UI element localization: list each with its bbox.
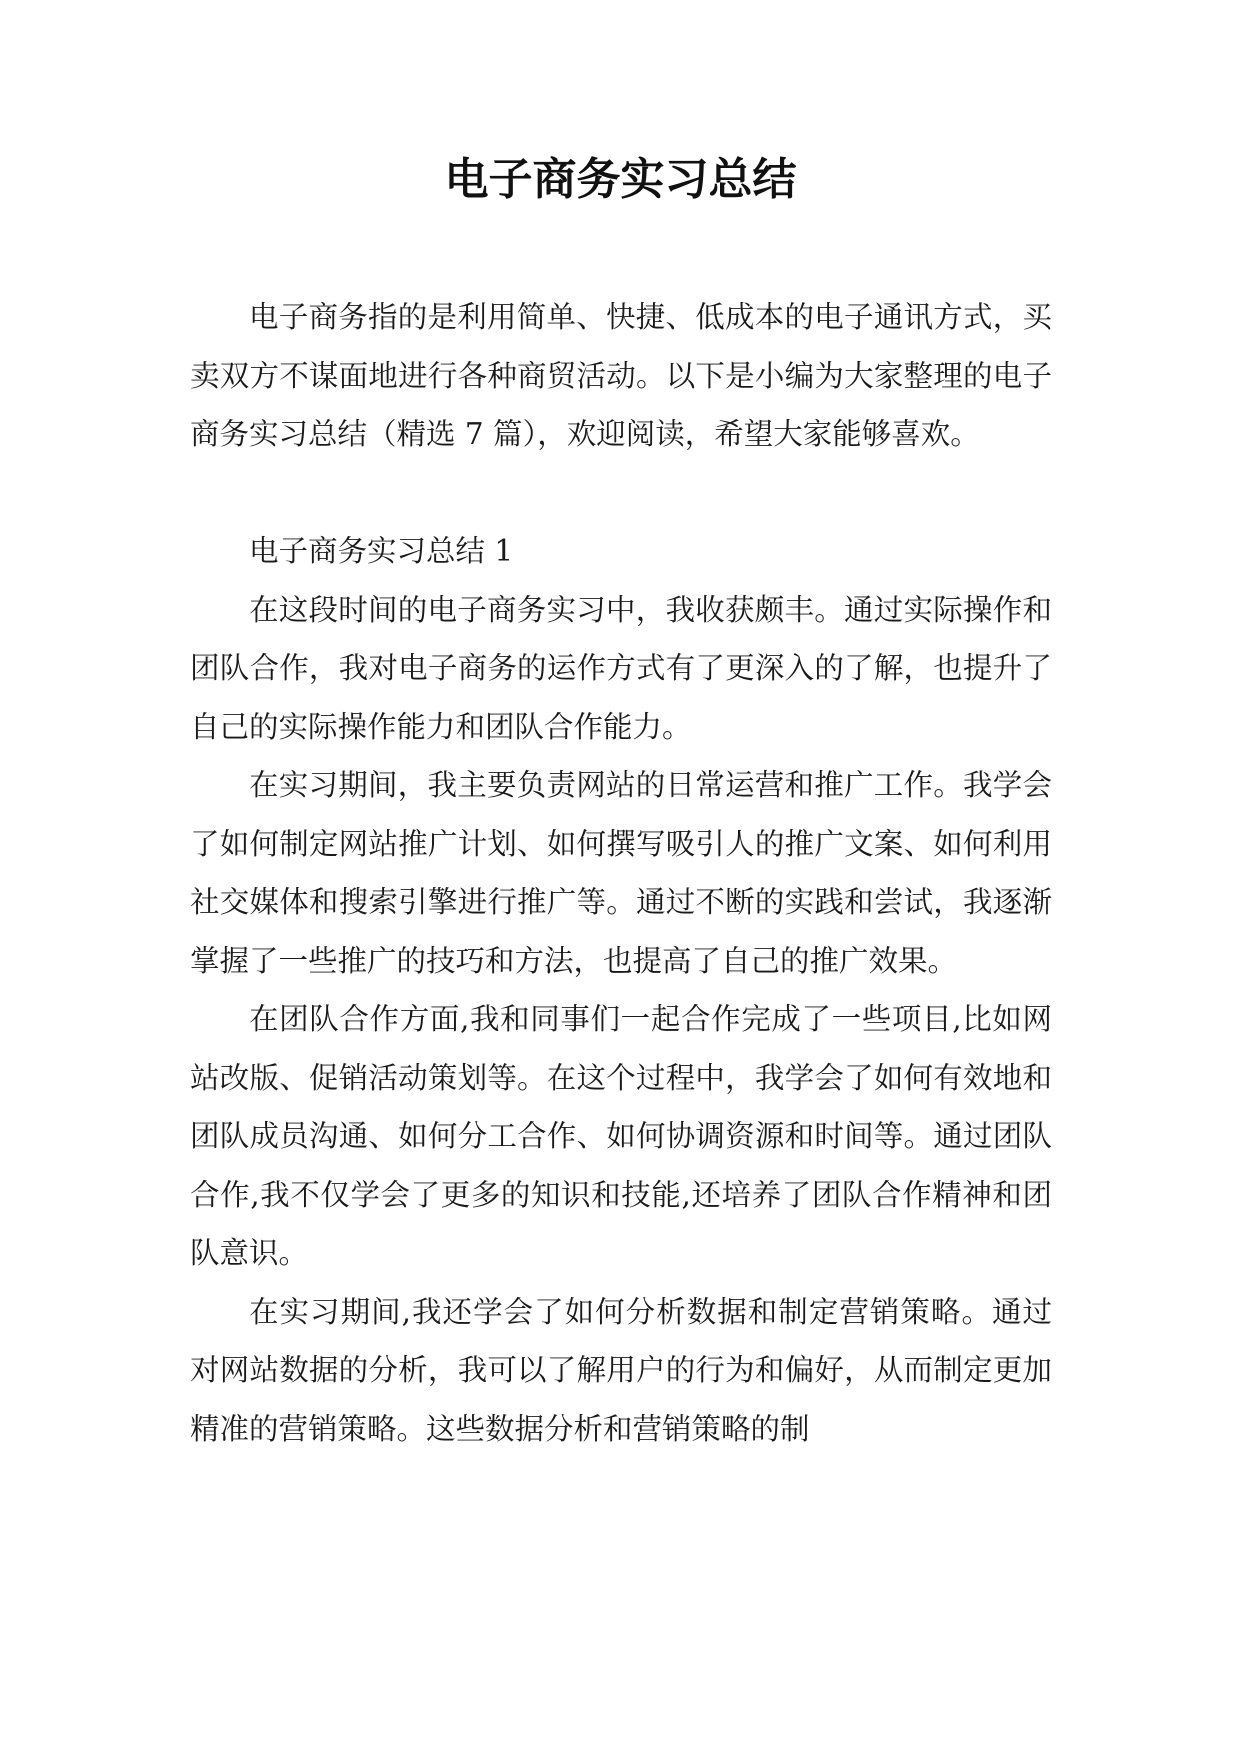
document-title: 电子商务实习总结 (444, 154, 797, 205)
document-body (190, 288, 1052, 1458)
intro-paragraph: 电子商务指的是利用简单、快捷、低成本的电子通讯方式，买卖双方不谋面地进行各种商贸活动。以下是小编为大家整理的电子商务实习总结（精选 7 篇），欢迎阅读，希望大家能够喜欢。 (190, 300, 1052, 451)
body-paragraph: 在实习期间,我还学会了如何分析数据和制定营销策略。通过对网站数据的分析，我可以了解用户的行为和偏好，从而制定更加精准的营销策略。这些数据分析和营销策略的制 (190, 1294, 1052, 1446)
body-paragraph: 在实习期间，我主要负责网站的日常运营和推广工作。我学会了如何制定网站推广计划、如何撰写吸引人的推广文案、如何利用社交媒体和搜索引擎进行推广等。通过不断的实践和尝试，我逐渐掌握了一些推广的技巧和方法，也提高了自己的推广效果。 (190, 768, 1052, 978)
body-paragraph: 在这段时间的电子商务实习中，我收获颇丰。通过实际操作和团队合作，我对电子商务的运作方式有了更深入的了解，也提升了自己的实际操作能力和团队合作能力。 (190, 592, 1052, 744)
section-heading: 电子商务实习总结 1 (249, 534, 514, 568)
body-paragraph: 在团队合作方面,我和同事们一起合作完成了一些项目,比如网站改版、促销活动策划等。在这个过程中，我学会了如何有效地和团队成员沟通、如何分工合作、如何协调资源和时间等。通过团队合作,我不仅学会了更多的知识和技能,还培养了团队合作精神和团队意识。 (190, 1002, 1052, 1270)
